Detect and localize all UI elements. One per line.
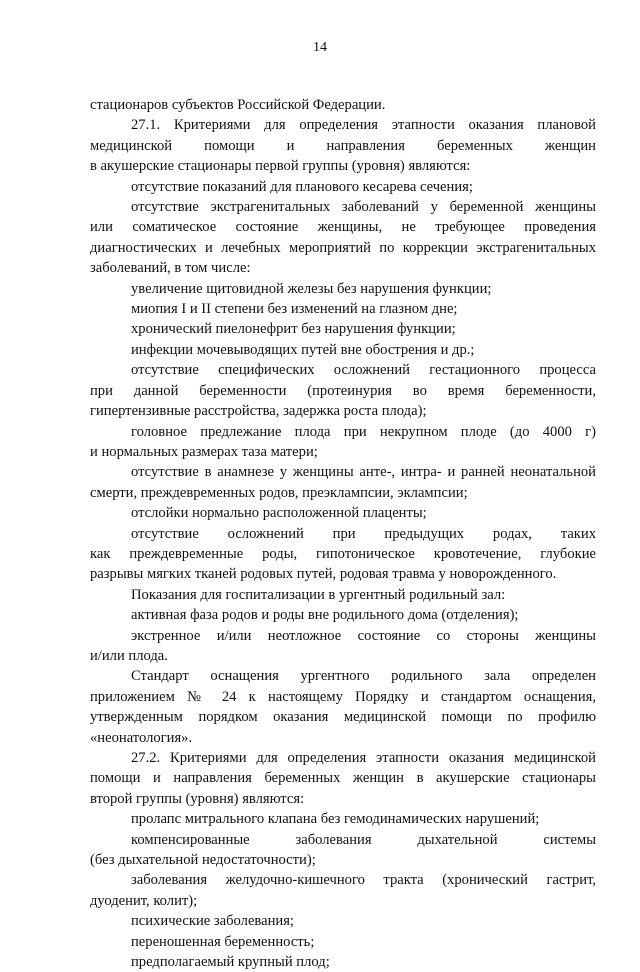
text-line: пролапс митрального клапана без гемодинамических нарушений; xyxy=(131,811,540,828)
text-line: медицинской помощи и направления беременных женщин xyxy=(90,137,596,154)
text-line: головное предлежание плода при некрупном плоде (до 4000 г) xyxy=(131,423,596,440)
text-line: инфекции мочевыводящих путей вне обострения и др.; xyxy=(131,341,475,358)
text-line: (без дыхательной недостаточности); xyxy=(90,852,316,869)
text-line: Показания для госпитализации в ургентный родильный зал: xyxy=(131,586,506,603)
text-line: активная фаза родов и роды вне родильного дома (отделения); xyxy=(131,607,519,624)
text-line: «неонатология». xyxy=(90,729,193,746)
text-line: хронический пиелонефрит без нарушения функции; xyxy=(131,321,456,338)
text-line: и/или плода. xyxy=(90,647,168,664)
text-line: дуоденит, колит); xyxy=(90,892,198,909)
text-line: второй группы (уровня) являются: xyxy=(90,790,305,807)
text-line: и нормальных размерах таза матери; xyxy=(90,443,318,460)
text-line: разрывы мягких тканей родовых путей, родовая травма у новорожденного. xyxy=(90,566,557,583)
text-line: стационаров субъектов Российской Федерации. xyxy=(90,97,386,113)
text-line: в акушерские стационары первой группы (уровня) являются: xyxy=(90,158,471,175)
text-line: отсутствие в анамнезе у женщины анте-, интра- и ранней неонатальной xyxy=(131,464,596,481)
text-line: отсутствие осложнений при предыдущих родах, таких xyxy=(131,525,596,542)
document-body xyxy=(90,95,596,972)
text-line: экстренное и/или неотложное состояние со стороны женщины xyxy=(131,627,596,644)
text-line: переношенная беременность; xyxy=(131,933,315,950)
text-line: при данной беременности (протеинурия во время беременности, xyxy=(90,382,596,399)
text-line: заболевания желудочно-кишечного тракта (хронический гастрит, xyxy=(131,872,596,889)
text-line: приложением № 24 к настоящему Порядку и стандартом оснащения, xyxy=(90,688,596,705)
text-line: 27.2. Критериями для определения этапности оказания медицинской xyxy=(131,750,596,766)
text-line: отсутствие показаний для планового кесарева сечения; xyxy=(131,178,473,195)
text-line: гипертензивные расстройства, задержка роста плода); xyxy=(90,403,427,420)
text-line: утвержденным порядком оказания медицинской помощи по профилю xyxy=(90,709,596,726)
text-line: смерти, преждевременных родов, преэклампсии, эклампсии; xyxy=(90,484,468,501)
text-line: отсутствие специфических осложнений гестационного процесса xyxy=(131,362,596,379)
text-line: предполагаемый крупный плод; xyxy=(131,954,330,971)
text-line: помощи и направления беременных женщин в акушерские стационары xyxy=(90,770,596,787)
text-line: увеличение щитовидной железы без нарушения функции; xyxy=(131,280,492,297)
text-line: как преждевременные роды, гипотоническое кровотечение, глубокие xyxy=(90,545,596,562)
text-line: миопия I и II степени без изменений на глазном дне; xyxy=(131,301,458,318)
text-line: психические заболевания; xyxy=(131,913,294,930)
text-line: отслойки нормально расположенной плаценты; xyxy=(131,505,427,522)
text-line: заболеваний, в том числе: xyxy=(90,260,251,277)
text-line: или соматическое состояние женщины, не требующее проведения xyxy=(90,219,596,236)
text-line: компенсированные заболевания дыхательной системы xyxy=(131,831,596,848)
text-line: диагностических и лечебных мероприятий по коррекции экстрагенитальных xyxy=(90,239,596,256)
text-line: отсутствие экстрагенитальных заболеваний у беременной женщины xyxy=(131,199,596,216)
text-line: 27.1. Критериями для определения этапности оказания плановой xyxy=(131,117,596,134)
text-line: Стандарт оснащения ургентного родильного зала определен xyxy=(131,668,596,685)
page-number: 14 xyxy=(313,40,327,55)
